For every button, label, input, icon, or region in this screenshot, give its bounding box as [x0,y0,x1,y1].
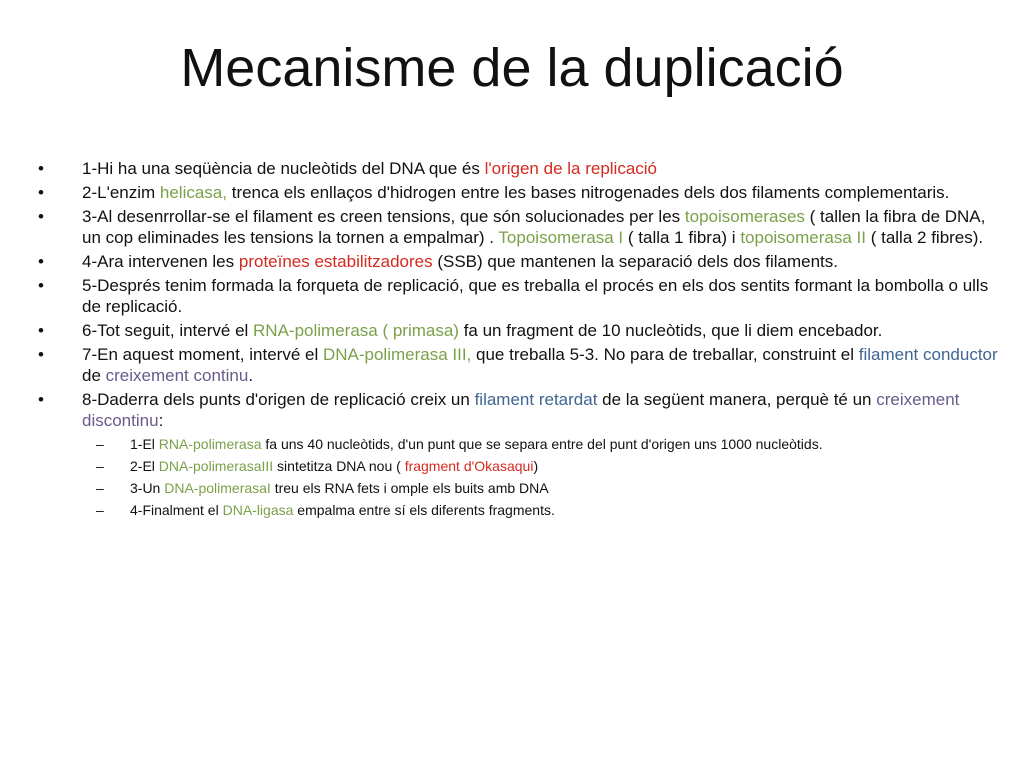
slide-title: Mecanisme de la duplicació [180,38,844,98]
highlight-creixement-continu: creixement continu [105,366,249,385]
text: 3-Un [130,480,165,496]
highlight-rna-polimerasa: RNA-polimerasa ( primasa) [253,321,459,340]
highlight-dna-polimerasa-1: DNA-polimerasaI [164,480,271,496]
sub-bullet-list [30,435,1000,519]
text: de la següent manera, perquè té un [597,390,877,409]
highlight-topoisomerasa-1: Topoisomerasa I [498,228,624,247]
sub-bullet-item [30,457,1000,475]
text: fa un fragment de 10 nucleòtids, que li diem encebador. [458,321,883,340]
bullet-marker: • [38,207,44,226]
text: empalma entre sí els diferents fragments. [293,502,555,518]
highlight-filament-retardat: filament retardat [474,390,598,409]
text: treu els RNA fets i omple els buits amb DNA [270,480,549,496]
text: 2-L'enzim [82,183,160,202]
text: trenca els enllaços d'hidrogen entre les bases nitrogenades dels dos filaments complementaris. [227,183,950,202]
text: de [82,366,106,385]
dash-marker: – [96,502,104,518]
dash-marker: – [96,480,104,496]
text: que treballa 5-3. No para de treballar, construint el [471,345,859,364]
highlight-creixement-discontinu: creixement discontinu [82,390,960,430]
highlight-rna-polimerasa: RNA-polimerasa [158,436,262,452]
bullet-item [30,275,1000,317]
text: 6-Tot seguit, intervé el [82,321,254,340]
text: 7-En aquest moment, intervé el [82,345,323,364]
bullet-marker: • [38,252,44,271]
bullet-marker: • [38,183,44,202]
bullet-marker: • [38,390,44,409]
sub-bullet-item [30,435,1000,453]
highlight-topoisomerases: topoisomerases [684,207,805,226]
text: ) [533,458,539,474]
text: 4-Finalment el [130,502,223,518]
bullet-item [30,182,1000,203]
highlight-dna-polimerasa-3: DNA-polimerasaIII [158,458,274,474]
text: . [248,366,254,385]
text: 1-Hi ha una seqüència de nucleòtids del DNA que és [82,159,485,178]
text: 3-Al desenrrollar-se el filament es creen tensions, que són solucionades per les [82,207,685,226]
text: ( tallen la fibra de DNA, un cop eliminades les tensions la tornen a empalmar) . [82,207,986,247]
bullet-marker: • [38,276,44,295]
bullet-item [30,389,1000,431]
text: 5-Després tenim formada la forqueta de replicació, que es treballa el procés en els dos sentits formant la bombolla o ulls de replicació. [82,276,989,316]
bullet-marker: • [38,345,44,364]
bullet-list [30,158,1000,523]
bullet-marker: • [38,321,44,340]
bullet-item [30,344,1000,386]
text: 4-Ara intervenen les [82,252,239,271]
text: ( talla 2 fibres). [866,228,984,247]
text: fa uns 40 nucleòtids, d'un punt que se separa entre del punt d'origen uns 1000 nucleòtids. [261,436,823,452]
text: : [158,411,164,430]
text: ( talla 1 fibra) i [623,228,741,247]
text: 2-El [130,458,159,474]
highlight-fragment-okasaqui: fragment d'Okasaqui [404,458,534,474]
bullet-marker: • [38,159,44,178]
text: 8-Daderra dels punts d'origen de replicació creix un [82,390,475,409]
highlight-filament-conductor: filament conductor [858,345,998,364]
dash-marker: – [96,458,104,474]
highlight-dna-ligasa: DNA-ligasa [222,502,294,518]
highlight-dna-polimerasa: DNA-polimerasa III, [322,345,472,364]
highlight-helicasa: helicasa, [159,183,227,202]
highlight-origin: l'origen de la replicació [484,159,658,178]
bullet-item [30,206,1000,248]
dash-marker: – [96,436,104,452]
bullet-item [30,320,1000,341]
bullet-item [30,251,1000,272]
highlight-topoisomerasa-2: topoisomerasa II [740,228,866,247]
text: 1-El [130,436,159,452]
sub-bullet-item [30,479,1000,497]
highlight-proteines: proteïnes estabilitzadores [238,252,433,271]
bullet-item [30,158,1000,179]
text: sintetitza DNA nou ( [273,458,405,474]
text: (SSB) que mantenen la separació dels dos filaments. [432,252,838,271]
sub-bullet-item [30,501,1000,519]
